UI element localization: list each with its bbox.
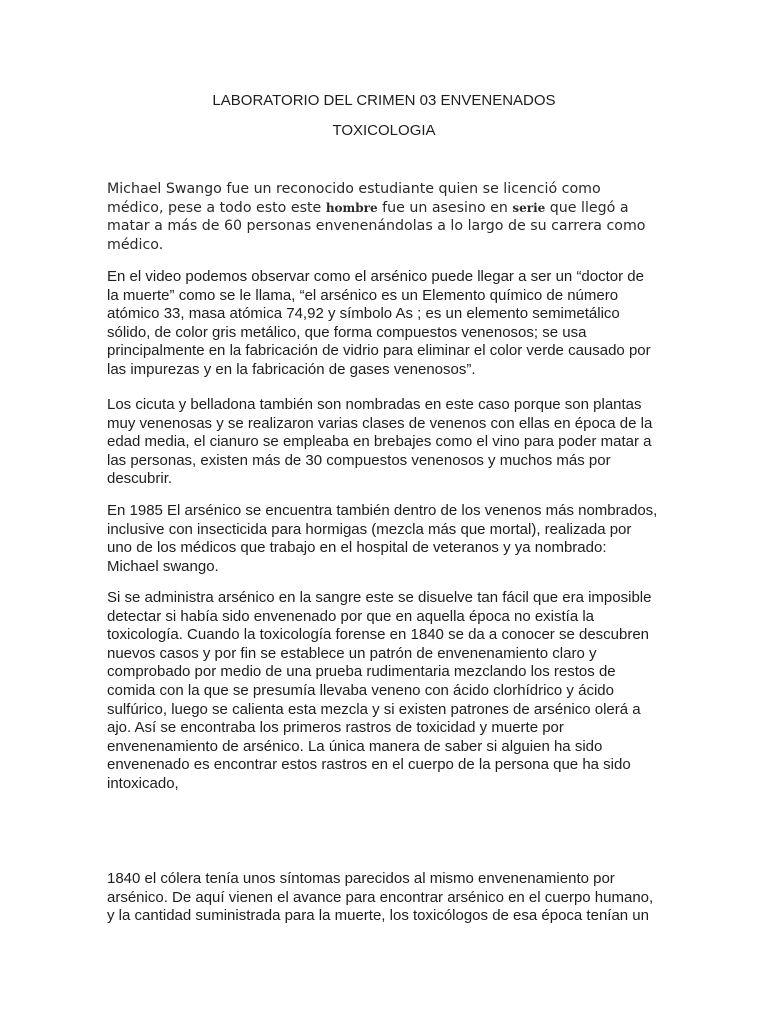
text-line: toxicología. Cuando la toxicología forense en 1840 se da a conocer se descubren — [107, 626, 650, 644]
bold-word: serie — [512, 200, 546, 215]
paragraph-arsenic-video — [107, 268, 667, 380]
bold-word: hombre — [325, 200, 378, 215]
paragraph-intro — [107, 180, 667, 254]
document-title: LABORATORIO DEL CRIMEN 03 ENVENENADOS — [212, 92, 556, 109]
text-line: Si se administra arsénico en la sangre este se disuelve tan fácil que era imposible — [107, 589, 652, 606]
text-run: que llegó a — [545, 199, 629, 216]
text-line: edad media, el cianuro se empleaba en brebajes como el vino para poder matar a — [107, 433, 652, 451]
text-line: envenenado es encontrar estos rastros en el cuerpo de la persona que ha sido — [107, 756, 631, 774]
text-line: la muerte” como se le llama, “el arsénico es un Elemento químico de número — [107, 286, 619, 304]
paragraph-1985 — [107, 502, 667, 576]
text-line: principalmente en la fabricación de vidrio para eliminar el color verde causado por — [107, 342, 651, 360]
text-line: comprobado por medio de una prueba rudimentaria mezclando los restos de — [107, 663, 616, 681]
document-subtitle: TOXICOLOGIA — [332, 122, 436, 139]
text-line: envenenamiento de arsénico. La única manera de saber si alguien ha sido — [107, 737, 603, 755]
text-line: nuevos casos y por fin se establece un patrón de envenenamiento claro y — [107, 644, 597, 662]
text-line: 1840 el cólera tenía unos síntomas parecidos al mismo envenenamiento por — [107, 870, 615, 887]
text-run: fue un asesino en — [377, 199, 513, 216]
text-line — [107, 199, 667, 218]
paragraph-plants — [107, 396, 667, 489]
text-line: y la cantidad suministrada para la muerte, los toxicólogos de esa época tenían un — [107, 907, 649, 925]
text-line: las personas, existen más de 30 compuestos venenosos y muchos más por — [107, 451, 611, 469]
text-line: descubrir. — [107, 470, 173, 488]
text-line: ajo. Así se encontraba los primeros rastros de toxicidad y muerte por — [107, 719, 564, 737]
text-run: médico, pese a todo esto este — [107, 199, 326, 216]
text-line: comida con la que se presumía llevaba veneno con ácido clorhídrico y ácido — [107, 681, 614, 699]
text-line: uno de los médicos que trabajo en el hospital de veteranos y ya nombrado: — [107, 539, 607, 557]
text-line: inclusive con insecticida para hormigas (mezcla más que mortal), realizada por — [107, 520, 632, 538]
text-line: En 1985 El arsénico se encuentra también dentro de los venenos más nombrados, — [107, 502, 658, 519]
text-line: Michael swango. — [107, 557, 219, 575]
text-line: detectar si había sido envenenado por que en aquella época no existía la — [107, 607, 595, 625]
text-line: Los cicuta y belladona también son nombradas en este caso porque son plantas — [107, 396, 642, 413]
text-line: las impurezas y en la fabricación de gases venenosos”. — [107, 360, 476, 378]
text-line: intoxicado, — [107, 774, 179, 792]
text-line: sólido, de color gris metálico, que forma compuestos venenosos; se usa — [107, 323, 587, 341]
paragraph-toxicology — [107, 589, 667, 794]
text-line: muy venenosas y se realizaron varias clases de venenos con ellas en época de la — [107, 414, 653, 432]
text-line: sulfúrico, luego se calienta esta mezcla y si existen patrones de arsénico olerá a — [107, 700, 641, 718]
text-line: arsénico. De aquí vienen el avance para encontrar arsénico en el cuerpo humano, — [107, 888, 654, 906]
paragraph-cholera — [107, 870, 667, 926]
text-line: Michael Swango fue un reconocido estudiante quien se licenció como — [107, 181, 601, 197]
text-line: atómico 33, masa atómica 74,92 y símbolo As ; es un elemento semimetálico — [107, 305, 620, 323]
text-line: En el video podemos observar como el arsénico puede llegar a ser un “doctor de — [107, 268, 644, 285]
text-line: matar a más de 60 personas envenenándolas a lo largo de su carrera como — [107, 218, 646, 235]
text-line: médico. — [107, 236, 164, 253]
